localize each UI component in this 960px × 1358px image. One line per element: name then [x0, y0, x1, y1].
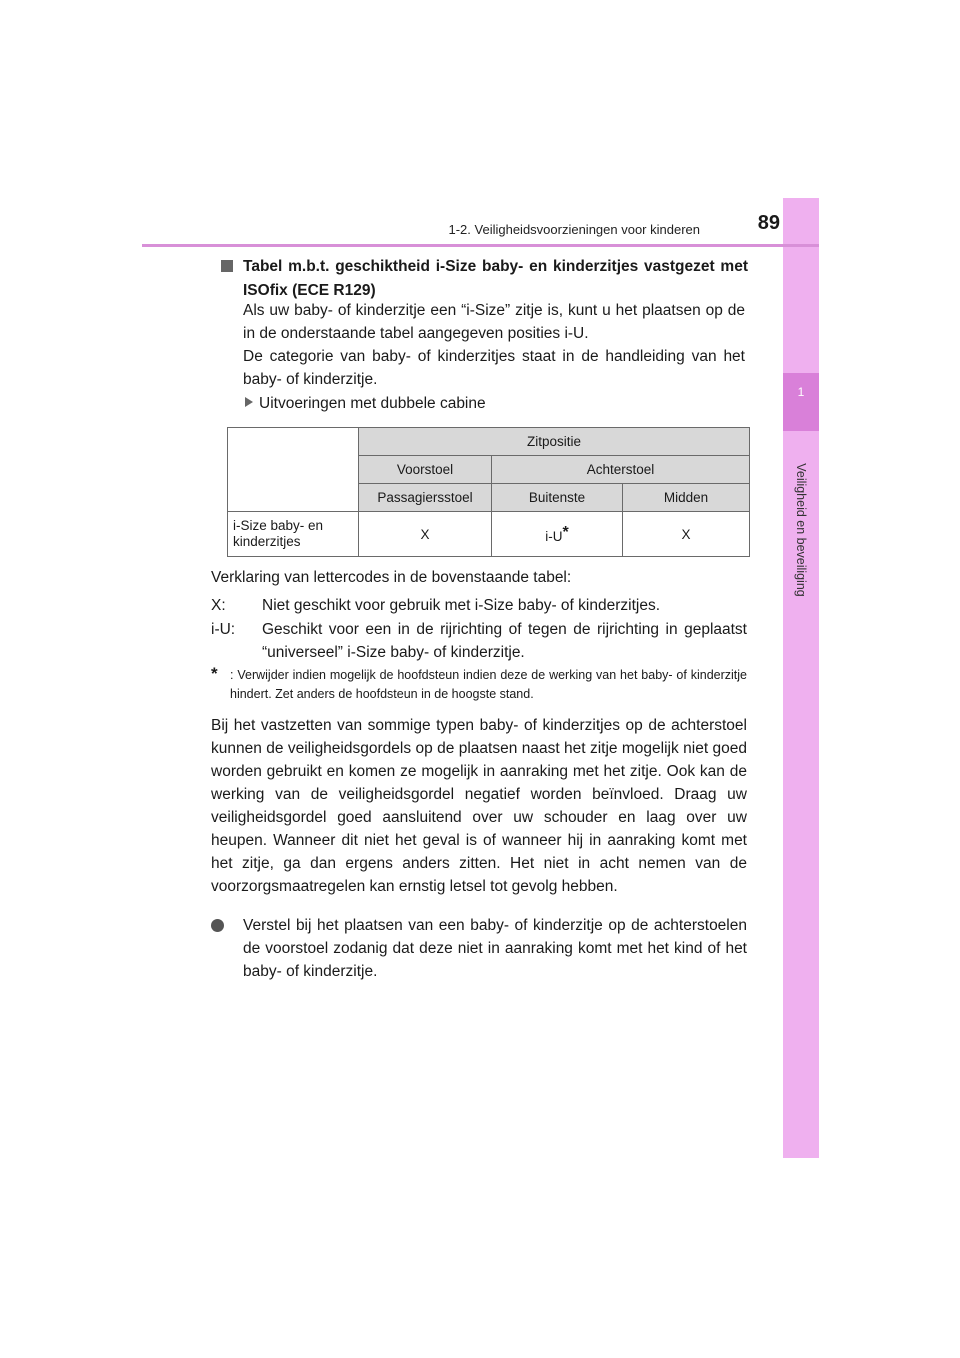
- front-seat-header: Voorstoel: [359, 456, 492, 484]
- intro-paragraph-2: De categorie van baby- of kinderzitjes staat in de handleiding van het baby- of kinderzitje.: [243, 348, 745, 388]
- chapter-number: 1: [797, 385, 805, 399]
- legend-code: X:: [211, 597, 226, 614]
- table-corner-cell: [228, 428, 359, 512]
- cell-outer: [492, 512, 623, 557]
- rear-seat-header: Achterstoel: [492, 456, 750, 484]
- legend-item: [211, 618, 747, 664]
- square-bullet-icon: [221, 260, 233, 272]
- bullet-text: Verstel bij het plaatsen van een baby- of kinderzitje op de achterstoelen de voorstoel zodanig dat deze niet in aanraking komt met het kind of het baby- of kinderzitje.: [243, 917, 747, 980]
- title-text: Tabel m.b.t. geschiktheid i-Size baby- en kinderzitjes vastgezet met ISOfix (ECE R129): [243, 258, 748, 299]
- section-heading: 1-2. Veiligheidsvoorzieningen voor kinderen: [448, 222, 700, 237]
- position-header: Zitpositie: [359, 428, 750, 456]
- chapter-title: Veiligheid en beveiliging: [794, 463, 808, 597]
- outer-seat-header: Buitenste: [492, 484, 623, 512]
- legend-text: Geschikt voor een in de rijrichting of tegen de rijrichting in geplaatst “universeel” i-Size baby- of kinderzitje.: [262, 621, 747, 661]
- arrow-right-icon: [245, 397, 253, 407]
- bullet-item: [211, 914, 747, 983]
- page-number: 89: [757, 212, 780, 234]
- variant-label: [245, 394, 486, 414]
- passenger-seat-header: Passagiersstoel: [359, 484, 492, 512]
- legend-text: Niet geschikt voor gebruik met i-Size baby- of kinderzitjes.: [262, 597, 660, 614]
- chapter-tab-active: [783, 373, 819, 431]
- footnote: [211, 666, 747, 704]
- footnote-star: *: [211, 664, 218, 683]
- legend-intro: Verklaring van lettercodes in de bovenstaande tabel:: [211, 569, 572, 586]
- intro-paragraph-1: Als uw baby- of kinderzitje een “i-Size” zitje is, kunt u het plaatsen op de in de onderstaande tabel aangegeven posities i-U.: [243, 302, 745, 342]
- footnote-text: : Verwijder indien mogelijk de hoofdsteun indien deze de werking van het baby- of kinderzitje hindert. Zet anders de hoofdsteun in de hoogste stand.: [230, 668, 747, 701]
- legend-code: i-U:: [211, 621, 236, 638]
- body-paragraph: Bij het vastzetten van sommige typen baby- of kinderzitjes op de achterstoel kunnen de veiligheidsgordels op de plaatsen naast het zitje mogelijk niet goed worden gebruikt en komen ze mogelijk in aanraking met het zitje. Ook kan de werking van de veiligheidsgordel negatief worden beïnvloed. Draag uw veiligheidsgordel goed aansluitend over uw schouder en laag over uw heupen. Wanneer dit niet het geval is of wanneer hij in aanraking komt met het zitje, ga dan ergens anders zitten. Het niet in acht nemen van de voorzorgsmaatregelen kan ernstig letsel tot gevolg hebben.: [211, 717, 747, 895]
- table-title: [221, 255, 748, 303]
- cell-middle: X: [623, 512, 750, 557]
- cell-outer-value: i-U: [545, 529, 563, 544]
- cell-passenger: X: [359, 512, 492, 557]
- variant-text: Uitvoeringen met dubbele cabine: [259, 395, 486, 412]
- row-label: i-Size baby- en kinderzitjes: [228, 512, 359, 557]
- chapter-side-tab: [783, 198, 819, 1158]
- header-rule: [142, 244, 819, 247]
- seat-compatibility-table: [227, 427, 750, 557]
- middle-seat-header: Midden: [623, 484, 750, 512]
- footnote-mark: *: [562, 524, 569, 541]
- bullet-dot-icon: [211, 919, 224, 932]
- legend-item: [211, 594, 747, 617]
